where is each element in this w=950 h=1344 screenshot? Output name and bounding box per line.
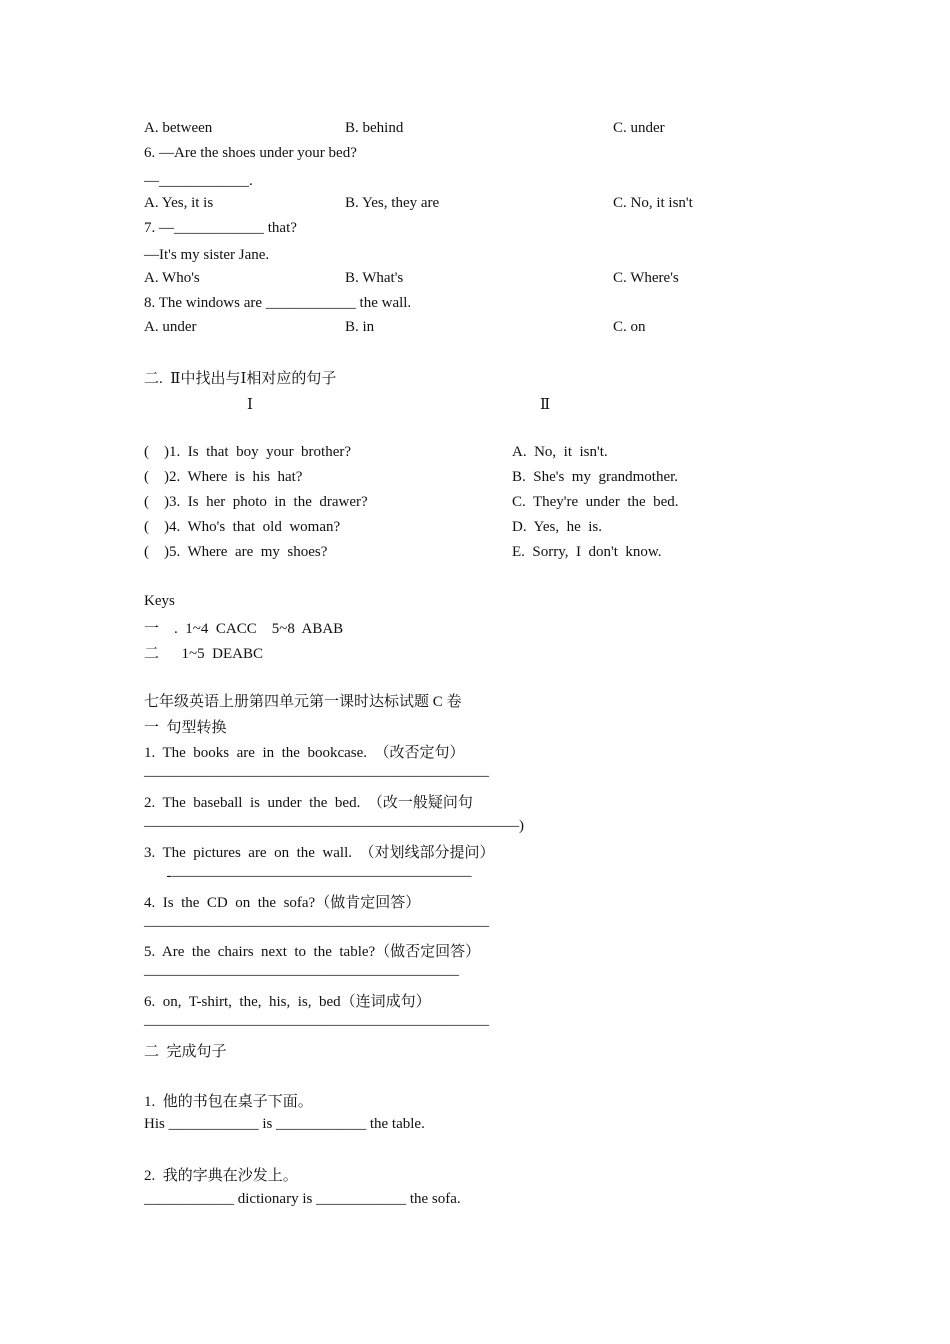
fill-in-sentence: His ____________ is ____________ the table. — [144, 1116, 425, 1132]
q6-stem: 6. —Are the shoes under your bed? — [144, 145, 357, 161]
paper-title: 七年级英语上册第四单元第一课时达标试题 C 卷 — [144, 694, 462, 710]
col1-header: Ⅰ — [247, 397, 253, 413]
match-left-item: ( )5. Where are my shoes? — [144, 544, 328, 560]
q6-blank: —____________. — [144, 173, 253, 189]
match-right-item: E. Sorry, I don't know. — [512, 544, 662, 560]
q7-answer-line: —It's my sister Jane. — [144, 247, 270, 263]
match-left-item: ( )2. Where is his hat? — [144, 469, 303, 485]
q6-option-b: B. Yes, they are — [345, 195, 440, 211]
match-left-item: ( )1. Is that boy your brother? — [144, 444, 352, 460]
keys-line-1: 一 . 1~4 CACC 5~8 ABAB — [144, 621, 344, 637]
q8-option-c: C. on — [613, 319, 646, 335]
transform-question: 1. The books are in the bookcase. （改否定句） — [144, 745, 465, 761]
q6-option-c: C. No, it isn't — [613, 195, 693, 211]
match-right-item: D. Yes, he is. — [512, 519, 603, 535]
keys-line-2: 二 1~5 DEABC — [144, 646, 263, 662]
match-left-item: ( )3. Is her photo in the drawer? — [144, 494, 368, 510]
q8-stem: 8. The windows are ____________ the wall. — [144, 295, 412, 311]
col2-header: Ⅱ — [540, 397, 551, 413]
match-right-item: A. No, it isn't. — [512, 444, 608, 460]
transform-question: 4. Is the CD on the sofa?（做肯定回答） — [144, 895, 421, 911]
part2-heading: 二. Ⅱ中找出与Ⅰ相对应的句子 — [144, 371, 337, 387]
match-left-item: ( )4. Who's that old woman? — [144, 519, 341, 535]
answer-line: ——————————————————————— — [144, 768, 489, 784]
translation-prompt: 2. 我的字典在沙发上。 — [144, 1168, 298, 1184]
q8-option-b: B. in — [345, 319, 375, 335]
transform-question: 2. The baseball is under the bed. （改一般疑问句 — [144, 795, 473, 811]
q5-option-b: B. behind — [345, 120, 404, 136]
match-right-item: B. She's my grandmother. — [512, 469, 679, 485]
transform-question: 5. Are the chairs next to the table?（做否定回答） — [144, 944, 481, 960]
answer-line: ——————————————————————— — [144, 918, 489, 934]
answer-line: -———————————————————— — [144, 868, 472, 884]
translation-prompt: 1. 他的书包在桌子下面。 — [144, 1094, 313, 1110]
transform-question: 3. The pictures are on the wall. （对划线部分提问） — [144, 845, 495, 861]
q7-option-c: C. Where's — [613, 270, 679, 286]
q8-option-a: A. under — [144, 319, 197, 335]
section1-heading: 一 句型转换 — [144, 720, 227, 736]
answer-line: ————————————————————— — [144, 967, 459, 983]
q6-option-a: A. Yes, it is — [144, 195, 214, 211]
q7-option-b: B. What's — [345, 270, 404, 286]
match-right-item: C. They're under the bed. — [512, 494, 679, 510]
section2-heading: 二 完成句子 — [144, 1044, 227, 1060]
q7-stem: 7. —____________ that? — [144, 220, 297, 236]
q5-option-c: C. under — [613, 120, 665, 136]
fill-in-sentence: ____________ dictionary is ____________ the sofa. — [144, 1191, 461, 1207]
answer-line: —————————————————————————) — [144, 818, 524, 834]
answer-line: ——————————————————————— — [144, 1017, 489, 1033]
q7-option-a: A. Who's — [144, 270, 200, 286]
keys-heading: Keys — [144, 593, 175, 609]
transform-question: 6. on, T-shirt, the, his, is, bed（连词成句） — [144, 994, 431, 1010]
q5-option-a: A. between — [144, 120, 213, 136]
